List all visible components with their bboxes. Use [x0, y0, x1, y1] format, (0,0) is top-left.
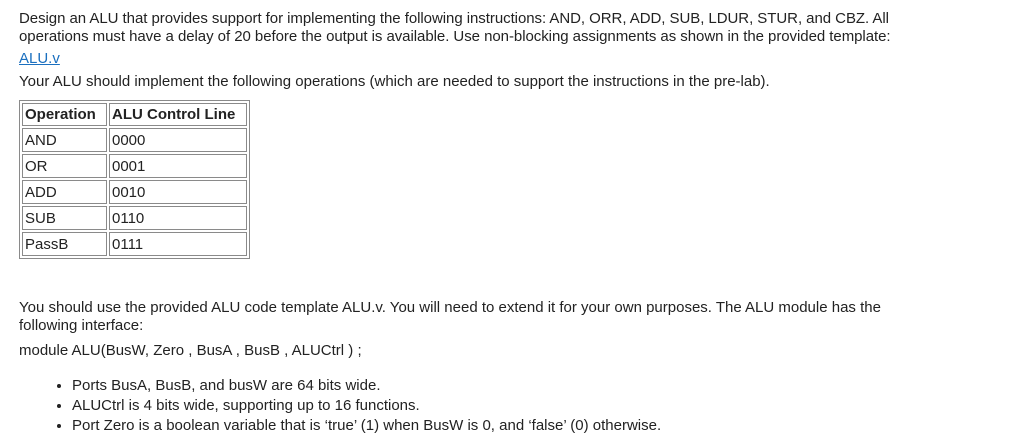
template-note-line-1: You should use the provided ALU code template ALU.v. You will need to extend it for your own purposes. The ALU module has the — [19, 299, 881, 316]
list-item: • Ports BusA, BusB, and busW are 64 bits wide. — [72, 376, 1009, 396]
table-header-row — [22, 103, 247, 126]
table-row — [22, 180, 247, 204]
intro-line-2: operations must have a delay of 20 before the output is available. Use non-blocking assignments as shown in the provided template: — [19, 28, 891, 45]
table-row — [22, 154, 247, 178]
operation-cell: AND — [22, 128, 107, 152]
control-line-cell: 0010 — [109, 180, 247, 204]
requirement-text: Your ALU should implement the following operations (which are needed to support the instructions in the pre-lab). — [19, 73, 770, 90]
alu-template-link[interactable]: ALU.v — [19, 50, 60, 67]
header-operation: Operation — [22, 103, 107, 126]
table-row — [22, 232, 247, 256]
intro-line-1: Design an ALU that provides support for implementing the following instructions: AND, ORR, ADD, SUB, LDUR, STUR, and CBZ. All — [19, 10, 889, 27]
list-item: • ALUCtrl is 4 bits wide, supporting up to 16 functions. — [72, 396, 1009, 416]
control-line-cell: 0000 — [109, 128, 247, 152]
operation-cell: PassB — [22, 232, 107, 256]
alu-operations-table — [19, 100, 250, 259]
table-row — [22, 128, 247, 152]
alu-link-line — [19, 50, 1009, 68]
operation-cell: SUB — [22, 206, 107, 230]
header-alu-control-line: ALU Control Line — [109, 103, 247, 126]
control-line-cell: 0110 — [109, 206, 247, 230]
port-bullet-list — [19, 376, 1009, 436]
list-item: • Port Zero is a boolean variable that is ‘true’ (1) when BusW is 0, and ‘false’ (0) otherwise. — [72, 416, 1009, 436]
table-row — [22, 206, 247, 230]
control-line-cell: 0001 — [109, 154, 247, 178]
control-line-cell: 0111 — [109, 232, 247, 256]
assignment-page — [19, 10, 1009, 436]
module-signature: module ALU(BusW, Zero , BusA , BusB , ALUCtrl ) ; — [19, 342, 362, 359]
template-note-line-2: following interface: — [19, 317, 144, 334]
operation-cell: ADD — [22, 180, 107, 204]
operation-cell: OR — [22, 154, 107, 178]
